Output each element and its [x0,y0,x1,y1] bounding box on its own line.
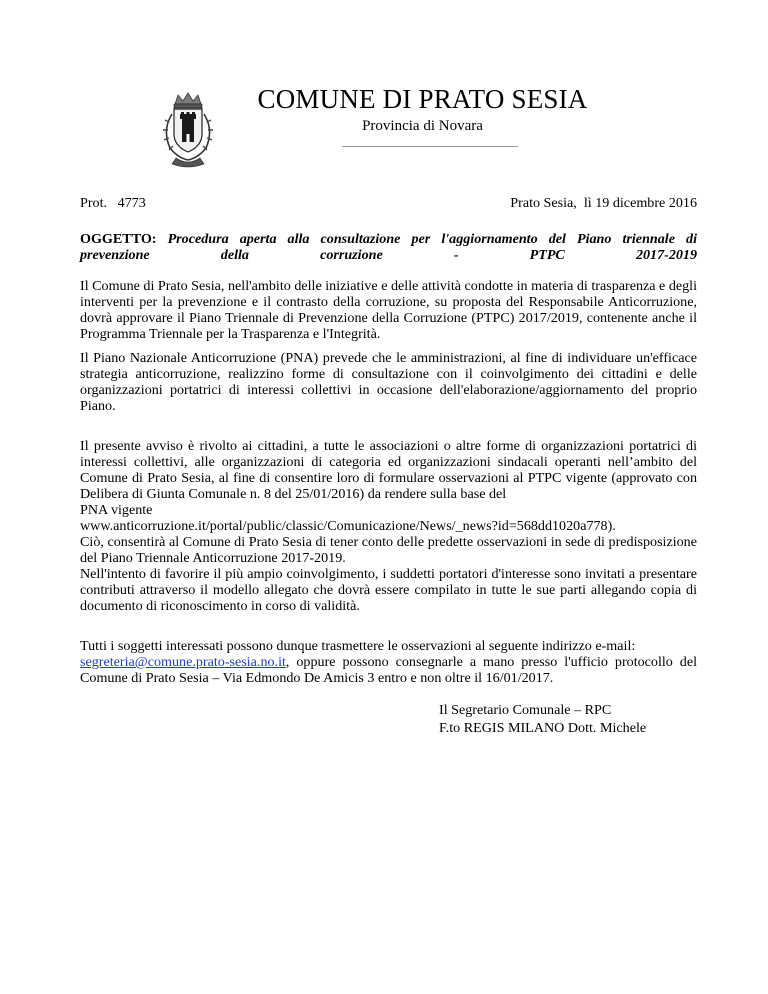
subject-line-1 [80,231,697,247]
subject-text-1: Procedura aperta alla consultazione per l'aggiornamento del Piano triennale di [167,231,697,247]
paragraph-3-invite: Nell'intento di favorire il più ampio coinvolgimento, i suddetti portatori d'interesse sono invitati a presentare contributi attraverso il modello allegato che dovrà essere compilato in tutte le sue parti allegando copia di documento di riconoscimento in corso di validità. [80,566,697,614]
signatory-role: Il Segretario Comunale – RPC [439,702,612,718]
paragraph-3-intro: Il presente avviso è rivolto ai cittadini, a tutte le associazioni o altre forme di organizzazioni portatrici di interessi collettivi, alle organizzazioni di categoria ed organizzazioni sindacali operanti nell’ambito del Comune di Prato Sesia, al fine di consentire loro di formulare osservazioni al PTPC vigente (approvato con Delibera di Giunta Comunale n. 8 del 25/01/2016) da rendere sulla base del [80,438,697,502]
header-divider [342,146,518,147]
municipality-title: COMUNE DI PRATO SESIA [257,84,588,114]
subject-word: prevenzione [80,247,150,263]
paragraph-4 [80,638,697,686]
paragraph-4-intro: Tutti i soggetti interessati possono dunque trasmettere le osservazioni al seguente indirizzo e-mail: [80,638,636,654]
paragraph-3 [80,438,697,614]
subject-line-2 [80,247,697,263]
paragraph-3-pna: PNA vigente [80,502,153,518]
subject-word: della [220,247,249,263]
paragraph-4-body [80,654,697,686]
paragraph-4-rest: , oppure possono consegnarle a mano presso l'ufficio protocollo del Comune di Prato Sesia – Via Edmondo De Amicis 3 entro e non oltre il 16/01/2017. [80,654,697,686]
letter-date [80,195,697,211]
date-text: Prato Sesia, lì 19 dicembre 2016 [510,195,697,211]
coat-of-arms-icon [158,92,218,170]
email-link[interactable]: segreteria@comune.prato-sesia.no.it [80,654,286,670]
province-subtitle: Provincia di Novara [362,118,483,134]
paragraph-3-ccio: Ciò, consentirà al Comune di Prato Sesia di tener conto delle predette osservazioni in sede di predisposizione del Piano Triennale Anticorruzione 2017-2019. [80,534,697,566]
signature-block [439,701,646,737]
subject-word: - [453,247,459,263]
subject-block [80,231,697,263]
paragraph-2: Il Piano Nazionale Anticorruzione (PNA) prevede che le amministrazioni, al fine di individuare un'efficace strategia anticorruzione, realizzino forme di consultazione con il coinvolgimento dei cittadini e delle organizzazioni portatrici di interessi collettivi in occasione dell'elaborazione/aggiornamento del proprio Piano. [80,350,697,414]
subject-word: corruzione [320,247,383,263]
paragraph-1: Il Comune di Prato Sesia, nell'ambito delle iniziative e delle attività condotte in materia di trasparenza e degli interventi per la prevenzione e il contrasto della corruzione, su proposta del Responsabile Anticorruzione, dovrà approvare il Piano Triennale di Prevenzione della Corruzione (PTPC) 2017/2019, contenente anche il Programma Triennale per la Trasparenza e l'Integrità. [80,278,697,342]
signatory-name: F.to REGIS MILANO Dott. Michele [439,720,647,736]
subject-word: PTPC [529,247,565,263]
subject-word: 2017-2019 [635,247,698,263]
protocol-text: Prot. 4773 [80,195,146,211]
subject-label: OGGETTO: [80,231,157,247]
paragraph-3-url: www.anticorruzione.it/portal/public/classic/Comunicazione/News/_news?id=568dd1020a778). [80,518,616,534]
